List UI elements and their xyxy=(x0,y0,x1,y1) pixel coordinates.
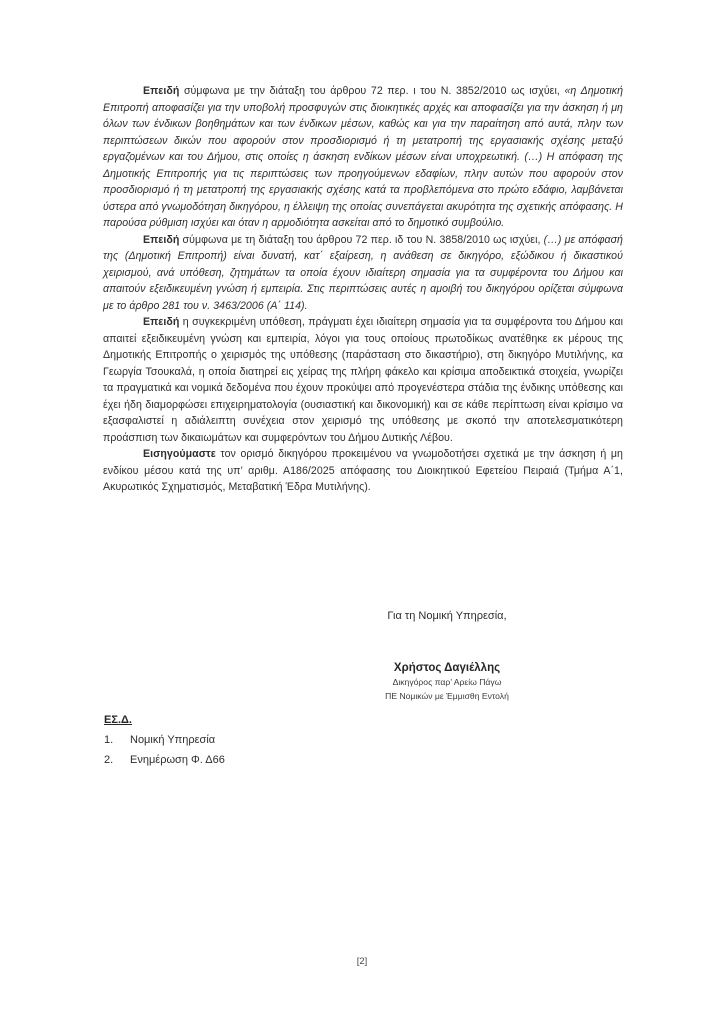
paragraph-1-intro: σύμφωνα με την διάταξη του άρθρου 72 περ. ι του Ν. 3852/2010 ως ισχύει, xyxy=(179,85,565,97)
paragraph-4-keyword: Εισηγούμαστε xyxy=(143,448,216,460)
paragraph-3-keyword: Επειδή xyxy=(143,316,180,328)
page-number: [2] xyxy=(356,956,368,967)
distribution-list xyxy=(104,731,364,770)
signature-title-1: Δικηγόρος παρ’ Αρείω Πάγω xyxy=(392,677,502,687)
paragraph-1-keyword: Επειδή xyxy=(143,85,180,97)
paragraph-2-statute-quote: (…) με απόφασή της (Δημοτική Επιτροπή) είναι δυνατή, κατ΄ εξαίρεση, η ανάθεση σε δικηγόρο, εξώδικου ή δικαστικού χειρισμού, ανά υπόθεση, ζητημάτων τα οποία έχουν ιδιαίτερη σημασία για τα συμφέροντα του Δήμου και απαιτούν εξειδικευμένη γνώση ή εμπειρία. Στις περιπτώσεις αυτές η αμοιβή του δικηγόρου ορίζεται σύμφωνα με το άρθρο 281 του ν. 3463/2006 (Α΄ 114). xyxy=(103,233,623,312)
list-item xyxy=(104,731,364,751)
paragraph-4-body: τον ορισμό δικηγόρου προκειμένου να γνωμοδοτήσει σχετικά με την άσκηση ή μη ενδίκου μέσου κατά της υπ’ αριθμ. Α186/2025 απόφασης του Διοικητικού Εφετείου Πειραιά (Τμήμα Α΄1, Ακυρωτικός Σχηματισμός, Μεταβατική Έδρα Μυτιλήνης). xyxy=(103,448,623,493)
signature-block xyxy=(327,608,567,703)
paragraph-epeidi-3 xyxy=(103,314,623,446)
list-item-label: Ενημέρωση Φ. Δ66 xyxy=(130,753,225,766)
signature-title-2: ΠΕ Νομικών με Έμμισθη Εντολή xyxy=(385,690,509,701)
signature-name: Χρήστος Δαγιέλλης xyxy=(393,662,501,674)
paragraph-3-body: η συγκεκριμένη υπόθεση, πράγματι έχει ιδιαίτερη σημασία για τα συμφέροντα του Δήμου και απαιτεί εξειδικευμένη γνώση και εμπειρία, λόγοι για τους οποίους πρωτοδίκως ανατέθηκε εκ μέρους της Δημοτικής Επιτροπής ο χειρισμός της υπόθεσης (παράσταση στο δικαστήριο), στη δικηγόρο Μυτιλήνης, κα Γεωργία Τσουκαλά, η οποία διατηρεί εις χείρας της πλήρη φάκελο και κρίσιμα αποδεικτικά στοιχεία, γνωρίζει τα πραγματικά και νομικά δεδομένα που έχουν προκύψει από προγενέστερα στάδια της ένδικης υπόθεσης και έχει ήδη διαμορφώσει επιχειρηματολογία (ουσιαστική και δικονομική) και σε κάθε περίπτωση είναι κρίσιμο να εξασφαλιστεί η αδιάλειπτη συνέχεια στον χειρισμό της υπόθεσης με σκοπό την αποτελεσματικότερη προάσπιση των δικαιωμάτων και συμφερόντων του Δήμου Δυτικής Λέβου. xyxy=(103,316,623,444)
distribution-block xyxy=(104,712,364,770)
paragraph-2-keyword: Επειδή xyxy=(143,233,180,246)
document-body xyxy=(103,83,623,496)
paragraph-epeidi-2 xyxy=(103,232,623,315)
list-item-label: Νομική Υπηρεσία xyxy=(130,734,216,746)
list-item xyxy=(104,751,364,771)
list-item-number: 1. xyxy=(104,734,114,746)
paragraph-epeidi-1 xyxy=(103,83,623,232)
paragraph-recommendation xyxy=(103,446,623,496)
signature-for-line: Για τη Νομική Υπηρεσία, xyxy=(387,610,507,622)
paragraph-2-intro: σύμφωνα με τη διάταξη του άρθρου 72 περ. ιδ του Ν. 3858/2010 ως ισχύει, xyxy=(179,233,544,246)
distribution-heading: ΕΣ.Δ. xyxy=(104,714,132,726)
list-item-number: 2. xyxy=(104,753,114,766)
paragraph-1-statute-quote: «η Δημοτική Επιτροπή αποφασίζει για την υποβολή προσφυγών στις διοικητικές αρχές και αποφασίζει για την άσκηση ή μη όλων των ένδικων βοηθημάτων και των ένδικων μέσων, καθώς και για την παραίτηση από αυτά, πλην των περιπτώσεων δικών που αφορούν στον προσδιορισμό ή τη μετατροπή της εργασιακής σχέσης μεταξύ εργαζομένων και του Δήμου, στις οποίες η άσκηση ενδίκων μέσων είναι υποχρεωτική. (…) Η απόφαση της Δημοτικής Επιτροπής για τις περιπτώσεις των προηγούμενων εδαφίων, πλην αυτών που αφορούν στον προσδιορισμό ή τη μετατροπή της εργασιακής σχέσης κατά τα προβλεπόμενα στο πρώτο εδάφιο, λαμβάνεται ύστερα από γνωμοδότηση δικηγόρου, η έλλειψη της οποίας συνεπάγεται ακυρότητα της σχετικής απόφασης. Η παρούσα ρύθμιση ισχύει και όταν η αρμοδιότητα ασκείται από το δημοτικό συμβούλιο. xyxy=(103,85,624,229)
